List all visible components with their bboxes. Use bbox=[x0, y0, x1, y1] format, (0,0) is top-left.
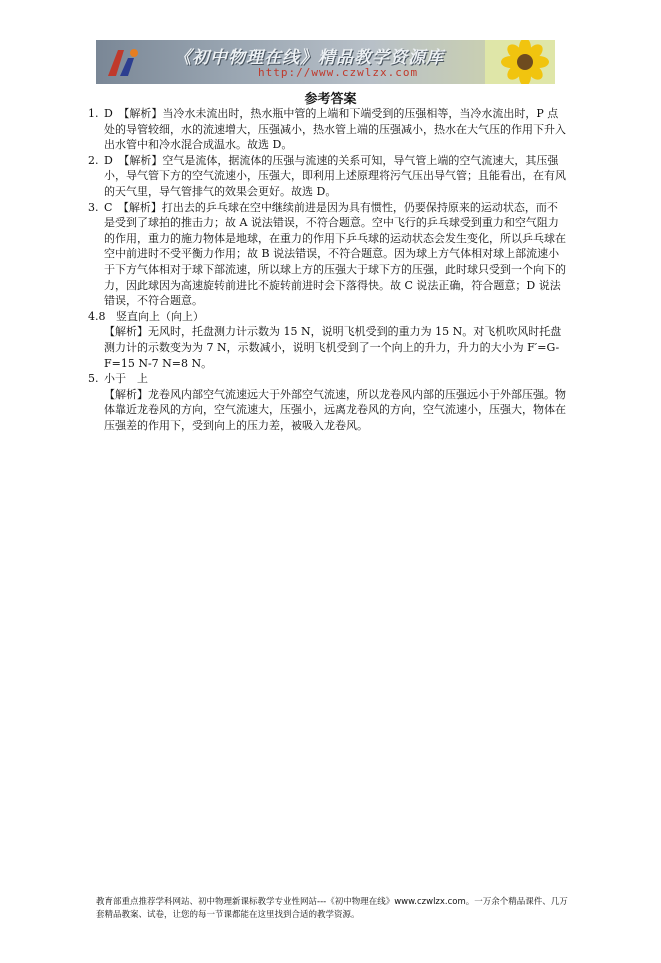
answer-number: 1. bbox=[88, 107, 99, 120]
answer-text: C 【解析】打出去的乒乓球在空中继续前进是因为具有惯性，仍要保持原来的运动状态，而不是受到了球拍的推击力；故 A 说法错误，不符合题意。空中飞行的乒乓球受到重力和空气阻力的作用，重力的施力物体是地球，在重力的作用下乒乓球的运动状态会发生变化，所以乒乓球在空中前进时不受平衡力作用；故 B 说法错误，不符合题意。因为球上方气体相对球上部流速小于下方气体相对于球下部流速，所以球上方的压强大于球下方的压强，此时球只受到一个向下的力，因此球因为高速旋转前进比不旋转前进时会下落得快。故 C 说法正确，符合题意；D 说法错误，不符合题意。 bbox=[104, 200, 566, 308]
banner-url[interactable]: http://www.czwlzx.com bbox=[258, 66, 419, 79]
answer-item-2 bbox=[88, 153, 568, 200]
banner-title: 《初中物理在线》精品教学资源库 bbox=[174, 48, 444, 68]
page-title: 参考答案 bbox=[304, 92, 357, 107]
answer-text: 竖直向上（向上） bbox=[116, 309, 204, 323]
header-banner bbox=[96, 40, 555, 84]
analysis-4: 【解析】无风时，托盘测力计示数为 15 N，说明飞机受到的重力为 15 N。对飞机吹风时托盘测力计的示数变为为 7 N，示数减小，说明飞机受到了一个向上的升力，升力的大小为 F′=G-F=15 N-7 N=8 N。 bbox=[104, 325, 562, 370]
analysis-5: 【解析】龙卷风内部空气流速远大于外部空气流速，所以龙卷风内部的压强远小于外部压强。物体靠近龙卷风的方向，空气流速大，压强小，远离龙卷风的方向，空气流速小，压强大，物体在压强差的作用下，受到向上的压力差，被吸入龙卷风。 bbox=[104, 387, 566, 432]
answer-item-5 bbox=[88, 371, 568, 387]
answer-text: 小于 上 bbox=[104, 372, 148, 386]
answer-text: D 【解析】空气是流体，据流体的压强与流速的关系可知，导气管上端的空气流速大，其压强小，导气管下方的空气流速小，压强大，即利用上述原理将污气压出导气管；且能看出，在有风的天气里，导气管排气的效果会更好。故选 D。 bbox=[104, 153, 566, 198]
answer-number: 5. bbox=[88, 372, 99, 386]
answer-item-4 bbox=[88, 309, 568, 325]
answer-number: 2. bbox=[88, 153, 99, 167]
answer-content bbox=[88, 106, 568, 433]
answer-number: 4.8 bbox=[88, 309, 106, 323]
sunflower-icon bbox=[485, 40, 555, 84]
logo-icon bbox=[104, 44, 152, 80]
answer-text: D 【解析】当冷水未流出时，热水瓶中管的上端和下端受到的压强相等，当冷水流出时，P 点处的导管较细，水的流速增大，压强减小，热水管上端的压强减小，热水在大气压的作用下升入出水管中和冷水混合成温水。故选 D。 bbox=[104, 107, 566, 152]
footer-note: 教育部重点推荐学科网站、初中物理新课标教学专业性网站---《初中物理在线》www.czwlzx.com。一万余个精品课件、几万套精品教案、试卷，让您的每一节课都能在这里找到合适的教学资源。 bbox=[96, 897, 568, 920]
answer-item-1 bbox=[88, 106, 568, 153]
answer-number: 3. bbox=[88, 200, 99, 214]
answer-item-3 bbox=[88, 200, 568, 309]
